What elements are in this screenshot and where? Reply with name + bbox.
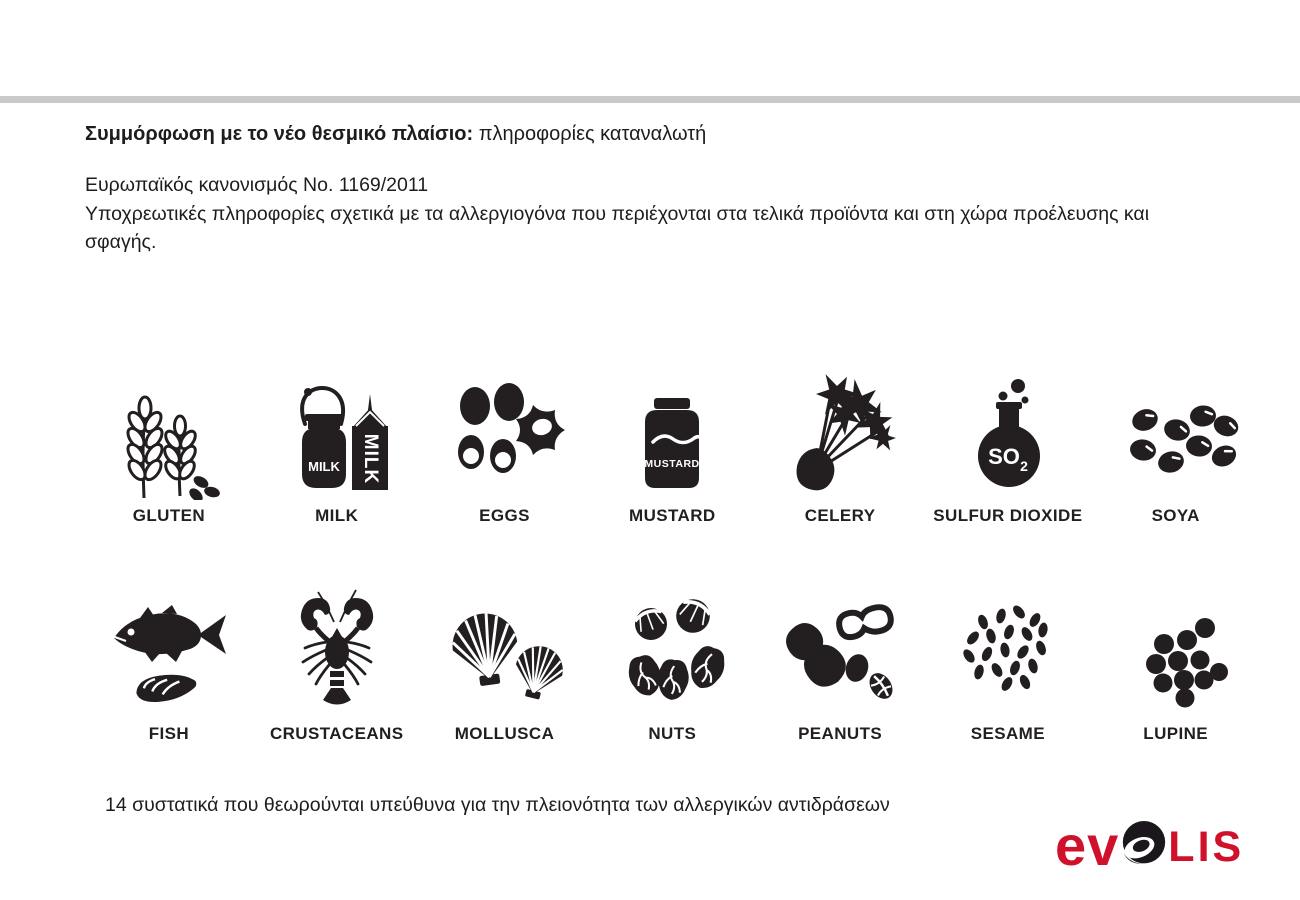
lupine-seeds-icon bbox=[1111, 588, 1241, 718]
allergen-gluten bbox=[85, 370, 253, 526]
gluten-wheat-icon bbox=[104, 370, 234, 500]
allergen-label: MILK bbox=[315, 506, 359, 525]
allergen-label: GLUTEN bbox=[132, 506, 206, 525]
allergen-label: PEANUTS bbox=[798, 724, 883, 743]
intro-line-regulation: Ευρωπαϊκός κανονισμός No. 1169/2011 bbox=[85, 174, 429, 196]
so2-subscript: 2 bbox=[1019, 458, 1028, 474]
allergen-eggs bbox=[421, 370, 589, 526]
slide-title-regular: πληροφορίες καταναλωτή bbox=[478, 123, 707, 145]
nuts-icon bbox=[607, 588, 737, 718]
allergen-peanuts bbox=[756, 588, 924, 744]
allergen-nuts bbox=[588, 588, 756, 744]
allergen-sesame bbox=[924, 588, 1092, 744]
soya-beans-icon bbox=[1111, 370, 1241, 500]
mustard-jar-text: MUSTARD bbox=[644, 458, 700, 470]
allergen-crustaceans bbox=[253, 588, 421, 744]
evolis-logo-text-ev: ev bbox=[1055, 814, 1120, 877]
footnote-text: 14 συστατικά που θεωρούνται υπεύθυνα για την πλειονότητα των αλλεργικών αντιδράσεων bbox=[105, 794, 890, 816]
mustard-icon bbox=[607, 370, 737, 500]
allergen-label: SULFUR DIOXIDE bbox=[933, 506, 1083, 525]
milk-icon bbox=[272, 370, 402, 500]
slide-title bbox=[85, 123, 706, 146]
evolis-logo-o-icon bbox=[1121, 820, 1167, 868]
allergen-label: SESAME bbox=[970, 724, 1045, 743]
allergen-label: CELERY bbox=[804, 506, 876, 525]
allergen-fish bbox=[85, 588, 253, 744]
slide-title-bold: Συμμόρφωση με το νέο θεσμικό πλαίσιο: bbox=[85, 123, 474, 145]
top-divider-bar bbox=[0, 96, 1300, 103]
peanuts-icon bbox=[775, 588, 905, 718]
allergen-label: FISH bbox=[148, 724, 190, 743]
allergen-row-1 bbox=[85, 370, 1260, 526]
celery-icon bbox=[775, 370, 905, 500]
allergen-mustard bbox=[588, 370, 756, 526]
intro-line-description: Υποχρεωτικές πληροφορίες σχετικά με τα αλλεργιογόνα που περιέχονται στα τελικά προϊόντα και στη χώρα προέλευσης και σφαγής. bbox=[85, 202, 1150, 253]
allergen-label: NUTS bbox=[648, 724, 697, 743]
evolis-logo-text-lis: LIS bbox=[1168, 823, 1245, 871]
mollusca-shells-icon bbox=[439, 588, 569, 718]
allergen-label: MUSTARD bbox=[629, 506, 716, 525]
allergen-row-2 bbox=[85, 588, 1260, 744]
allergen-sulfur-dioxide bbox=[924, 370, 1092, 526]
fish-icon bbox=[104, 588, 234, 718]
milk-can-text: MILK bbox=[307, 459, 340, 474]
eggs-icon bbox=[439, 370, 569, 500]
evolis-logo bbox=[1055, 814, 1245, 877]
milk-carton-text: MILK bbox=[359, 433, 381, 485]
so2-text: SO bbox=[987, 444, 1020, 469]
allergen-label: MOLLUSCA bbox=[454, 724, 555, 743]
allergen-lupine bbox=[1092, 588, 1260, 744]
sesame-seeds-icon bbox=[943, 588, 1073, 718]
allergen-label: LUPINE bbox=[1143, 724, 1209, 743]
allergen-milk bbox=[253, 370, 421, 526]
allergen-label: SOYA bbox=[1151, 506, 1200, 525]
allergen-label: CRUSTACEANS bbox=[269, 724, 404, 743]
allergen-label: EGGS bbox=[479, 506, 530, 525]
intro-paragraph bbox=[85, 171, 1150, 257]
crustaceans-lobster-icon bbox=[272, 588, 402, 718]
allergen-soya bbox=[1092, 370, 1260, 526]
allergen-mollusca bbox=[421, 588, 589, 744]
sulfur-dioxide-flask-icon bbox=[943, 370, 1073, 500]
allergen-celery bbox=[756, 370, 924, 526]
